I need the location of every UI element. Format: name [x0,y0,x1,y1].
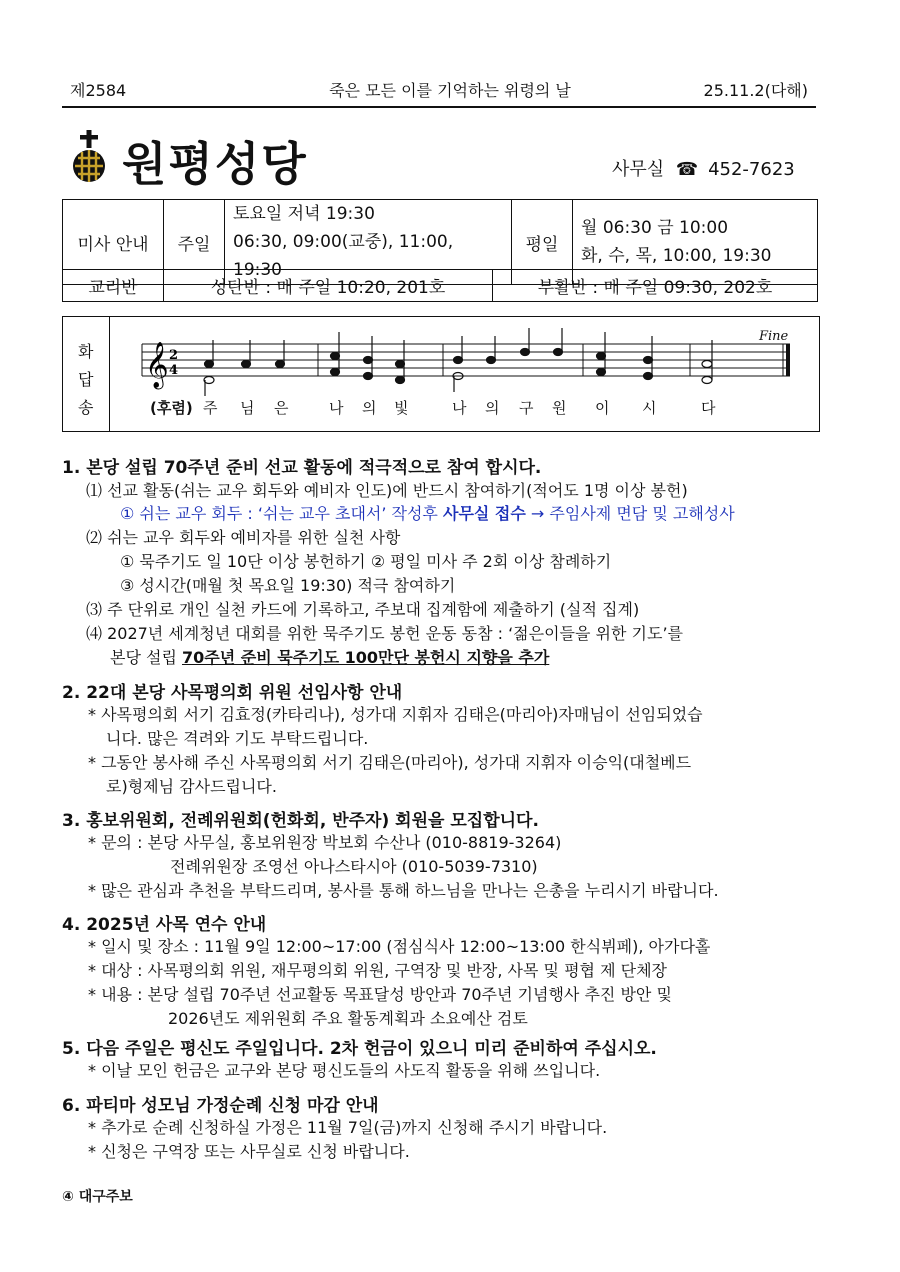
section-5-title: 5. 다음 주일은 평신도 주일입니다. 2차 헌금이 있으니 미리 준비하여 주십시오. [62,1039,657,1059]
sunday-line-1: 토요일 저녁 19:30 [233,204,375,224]
page-footer: ④ 대구주보 [62,1189,133,1205]
section-1-line: ⑷ 2027년 세계청년 대회를 위한 묵주기도 봉헌 운동 동참 : ‘젊은이들을 위한 기도’를 [86,624,683,643]
section-1-line: ③ 성시간(매월 첫 목요일 19:30) 적극 참여하기 [120,576,456,595]
parish-name: 원평성당 [122,137,308,191]
bulletin-date: 25.11.2(다해) [703,81,808,100]
section-5-line: * 이날 모인 헌금은 교구와 본당 평신도들의 사도직 활동을 위해 쓰입니다. [88,1061,601,1080]
lyric-syllable: 나 [329,399,344,417]
section-4-line: 2026년도 제위원회 주요 활동계획과 소요예산 검토 [168,1009,528,1028]
section-1-line: ⑶ 주 단위로 개인 실천 카드에 기록하고, 주보대 집계함에 제출하기 (실적 집계) [86,600,640,619]
section-2-line: 니다. 많은 격려와 기도 부탁드립니다. [106,729,369,748]
psalm-label-char: 송 [78,398,94,417]
weekday-line-2: 화, 수, 목, 10:00, 19:30 [581,246,772,266]
refrain-label: (후렴) [150,399,193,417]
office-label: 사무실 [612,159,665,180]
section-1-line: ⑴ 선교 활동(쉬는 교우 회두와 예비자 인도)에 반드시 참여하기(적어도 1명 이상 봉헌) [86,481,688,500]
bulletin-theme: 죽은 모든 이를 기억하는 위령의 날 [329,81,571,100]
highlight-text: → 주임사제 면담 및 고해성사 [525,504,735,523]
office-submit-text: 사무실 접수 [442,504,526,523]
section-1-line: ⑵ 쉬는 교우 회두와 예비자를 위한 실천 사항 [86,528,401,547]
lyric-syllable: 이 [595,399,610,417]
easter-class: 부활반 : 매 주일 09:30, 202호 [493,270,818,302]
plain-text: 본당 설립 [110,648,182,667]
lyric-syllable: 은 [274,399,289,417]
issue-number: 제2584 [70,81,127,100]
time-sig-bottom: 4 [169,363,179,378]
lyric-syllable: 의 [362,399,377,417]
section-3-line: * 많은 관심과 추천을 부탁드리며, 봉사를 통해 하느님을 만나는 은총을 누리시기 바랍니다. [88,881,719,900]
section-6-title: 6. 파티마 성모님 가정순례 신청 마감 안내 [62,1096,379,1116]
lyric-syllable: 시 [642,399,657,417]
mass-label: 미사 안내 [63,200,164,285]
section-2-title: 2. 22대 본당 사목평의회 위원 선임사항 안내 [62,683,403,703]
section-3-line: * 문의 : 본당 사무실, 홍보위원장 박보회 수산나 (010-8819-3264) [88,833,562,852]
section-1-highlight-line [120,501,735,524]
lyric-syllable: 님 [240,399,255,417]
lyric-syllable: 다 [701,399,716,417]
treble-clef-icon: 𝄞 [145,342,169,388]
section-4-line: * 내용 : 본당 설립 70주년 선교활동 목표달성 방안과 70주년 기념행사 추진 방안 및 [88,985,672,1004]
weekday-label: 평일 [512,200,573,285]
section-1-line: ① 묵주기도 일 10단 이상 봉헌하기 ② 평일 미사 주 2회 이상 참례하기 [120,552,612,571]
sunday-label: 주일 [164,200,225,285]
section-3-line: 전례위원장 조영선 아나스타시아 (010-5039-7310) [170,857,538,876]
fine-mark: Fine [759,329,789,344]
christmas-class: 성탄반 : 매 주일 10:20, 201호 [164,270,493,302]
catechism-label: 교리반 [63,270,164,302]
section-2-line: * 그동안 봉사해 주신 사목평의회 서기 김태은(마리아), 성가대 지휘자 이승익(대철베드 [88,753,692,772]
lyric-syllable: 주 [203,399,218,417]
section-3-title: 3. 홍보위원회, 전례위원회(헌화회, 반주자) 회원을 모집합니다. [62,811,539,831]
section-4-line: * 대상 : 사목평의회 위원, 재무평의회 위원, 구역장 및 반장, 사목 및 평협 제 단체장 [88,961,667,980]
lyric-syllable: 빛 [394,399,409,417]
psalm-label-char: 답 [78,370,94,389]
sunday-line-2: 06:30, 09:00(교중), 11:00, 19:30 [233,232,454,280]
underlined-text: 70주년 준비 묵주기도 100만단 봉헌시 지향을 추가 [182,648,550,667]
lyric-syllable: 구 [519,399,534,417]
lyric-syllable: 원 [552,399,567,417]
lyric-syllable: 나 [452,399,467,417]
section-4-line: * 일시 및 장소 : 11월 9일 12:00~17:00 (점심식사 12:00~13:00 한식뷔페), 아가다홀 [88,937,711,956]
section-2-line: * 사목평의회 서기 김효정(카타리나), 성가대 지휘자 김태은(마리아)자매님이 선임되었습 [88,705,703,724]
section-2-line: 로)형제님 감사드립니다. [106,777,277,796]
phone-icon: ☎ [675,159,699,180]
section-1-title: 1. 본당 설립 70주년 준비 선교 활동에 적극적으로 참여 합시다. [62,458,542,478]
highlight-text: ① 쉬는 교우 회두 : ‘쉬는 교우 초대서’ 작성후 [120,504,443,523]
office-phone: 452-7623 [708,159,795,180]
note-heads [204,328,712,396]
section-6-line: * 추가로 순례 신청하실 가정은 11월 7일(금)까지 신청해 주시기 바랍니다. [88,1118,608,1137]
weekday-line-1: 월 06:30 금 10:00 [581,218,729,238]
section-1-line [110,645,549,668]
psalm-label-char: 화 [78,342,94,361]
section-6-line: * 신청은 구역장 또는 사무실로 신청 바랍니다. [88,1142,410,1161]
time-sig-top: 2 [169,348,179,363]
final-barline [786,344,790,376]
section-4-title: 4. 2025년 사목 연수 안내 [62,915,267,935]
lyric-syllable: 의 [485,399,500,417]
music-staff [0,0,900,440]
